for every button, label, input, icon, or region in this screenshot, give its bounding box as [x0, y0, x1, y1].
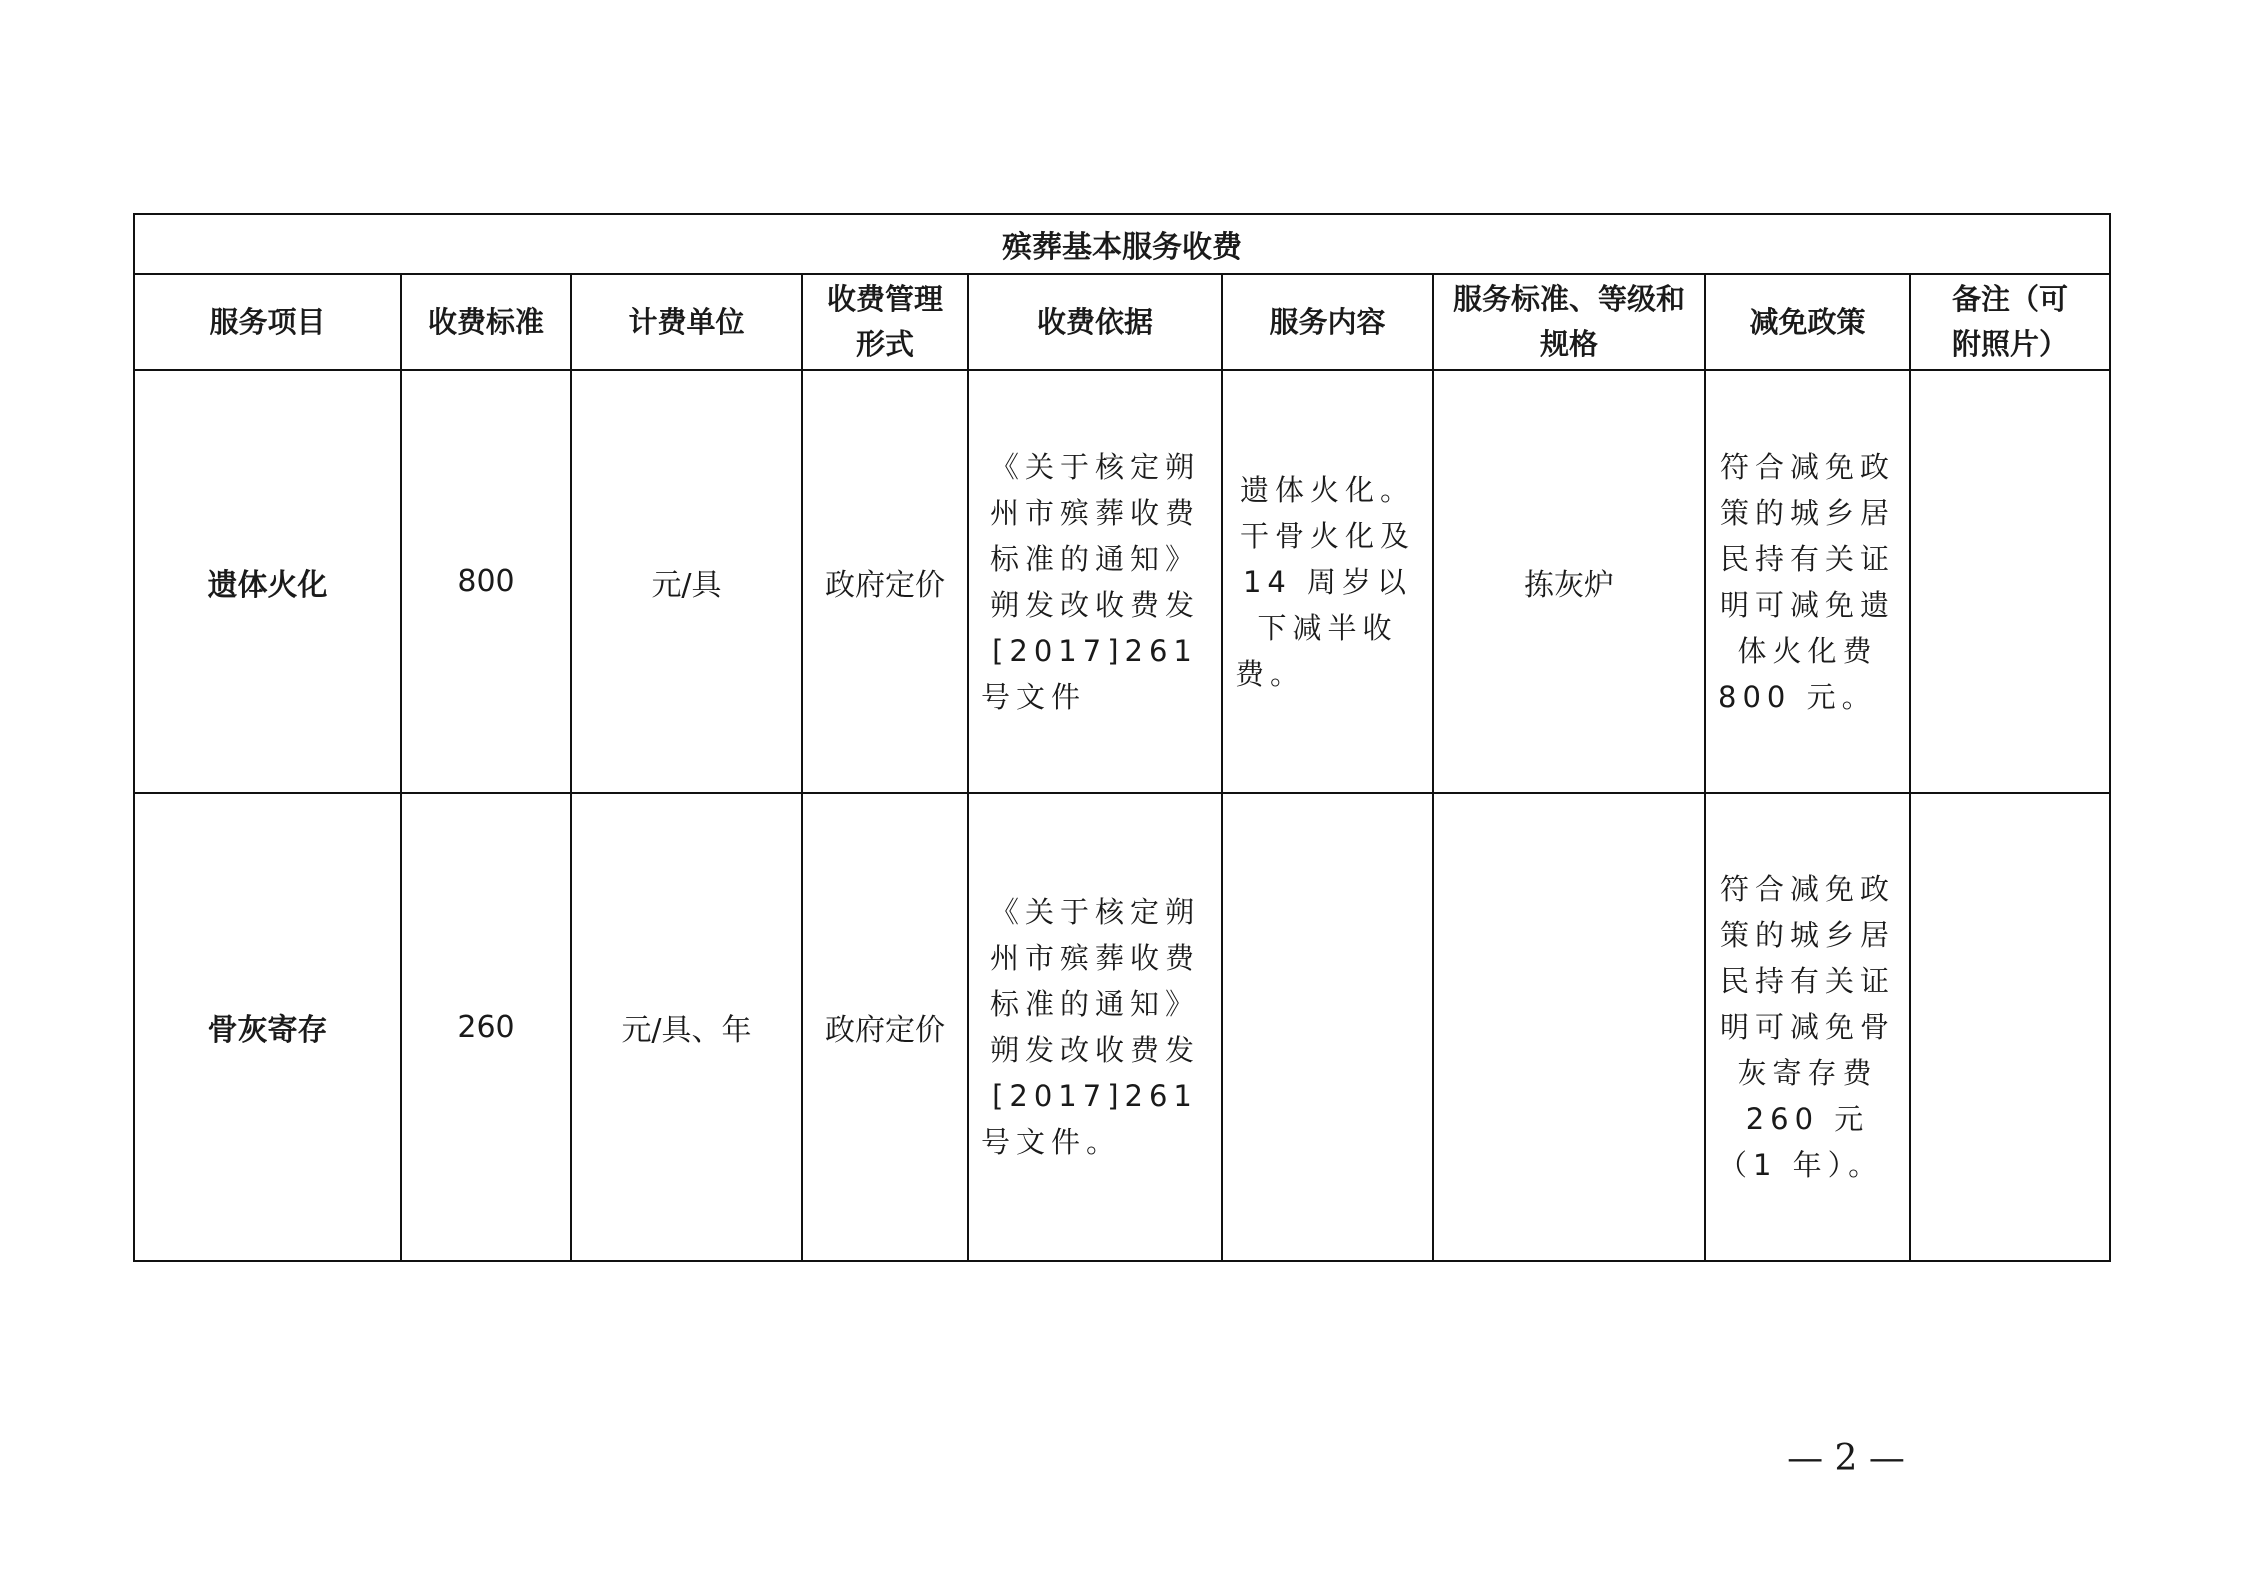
cell-content	[1222, 793, 1433, 1261]
cell-management: 政府定价	[802, 370, 968, 793]
cell-remarks	[1910, 370, 2110, 793]
cell-item: 遗体火化	[134, 370, 401, 793]
header-remarks: 备注（可附照片）	[1910, 274, 2110, 370]
table-row	[134, 370, 2110, 793]
fee-table	[133, 213, 2111, 1262]
cell-unit: 元/具	[571, 370, 802, 793]
header-service-item: 服务项目	[134, 274, 401, 370]
cell-item: 骨灰寄存	[134, 793, 401, 1261]
cell-standard: 260	[401, 793, 571, 1261]
header-fee-management: 收费管理形式	[802, 274, 968, 370]
cell-standard: 800	[401, 370, 571, 793]
cell-spec	[1433, 793, 1705, 1261]
header-fee-standard: 收费标准	[401, 274, 571, 370]
header-service-spec: 服务标准、等级和规格	[1433, 274, 1705, 370]
table-row	[134, 793, 2110, 1261]
cell-basis: 《关于核定朔州市殡葬收费标准的通知》朔发改收费发[2017]261 号文件	[968, 370, 1222, 793]
cell-exemption: 符合减免政策的城乡居民持有关证明可减免遗体火化费 800 元。	[1705, 370, 1910, 793]
cell-management: 政府定价	[802, 793, 968, 1261]
header-billing-unit: 计费单位	[571, 274, 802, 370]
table-title: 殡葬基本服务收费	[134, 214, 2110, 274]
cell-basis: 《关于核定朔州市殡葬收费标准的通知》朔发改收费发[2017]261 号文件。	[968, 793, 1222, 1261]
page-number: — 2 —	[1787, 1438, 1905, 1479]
cell-exemption: 符合减免政策的城乡居民持有关证明可减免骨灰寄存费 260 元（1 年）。	[1705, 793, 1910, 1261]
header-row	[134, 274, 2110, 370]
header-service-content: 服务内容	[1222, 274, 1433, 370]
cell-remarks	[1910, 793, 2110, 1261]
cell-spec: 拣灰炉	[1433, 370, 1705, 793]
cell-content: 遗体火化。干骨火化及 14 周岁以下减半收费。	[1222, 370, 1433, 793]
header-fee-basis: 收费依据	[968, 274, 1222, 370]
cell-unit: 元/具、年	[571, 793, 802, 1261]
header-exemption: 减免政策	[1705, 274, 1910, 370]
